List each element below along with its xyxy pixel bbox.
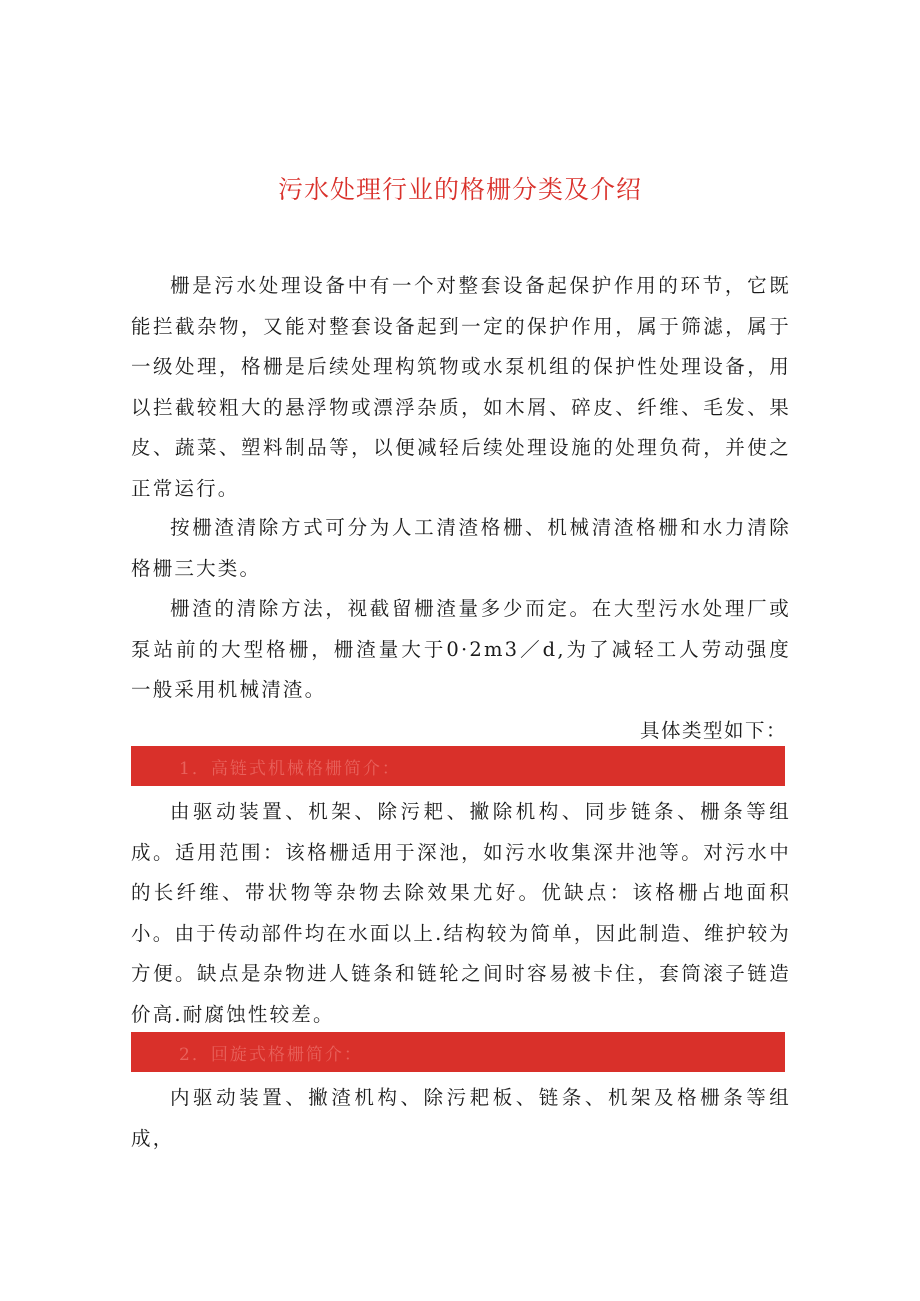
section-heading-bar-1 — [131, 746, 785, 786]
section-heading-1: 1．高链式机械格栅简介： — [179, 758, 401, 779]
intro-paragraph: 栅是污水处理设备中有一个对整套设备起保护作用的环节，它既能拦截杂物，又能对整套设备起到一定的保护作用，属于筛滤，属于一级处理，格栅是后续处理构筑物或水泵机组的保护性处理设备，用以拦截较粗大的悬浮物或漂浮杂质，如木屑、碎皮、纤维、毛发、果皮、蔬菜、塑料制品等，以便减轻后续处理设施的处理负荷，并使之正常运行。 — [131, 274, 791, 500]
section-body-2: 内驱动装置、撇渣机构、除污耙板、链条、机架及格栅条等组成， — [131, 1086, 791, 1150]
section-heading-2: 2．回旋式格栅简介： — [179, 1044, 363, 1065]
section-body-1: 由驱动装置、机架、除污耙、撇除机构、同步链条、栅条等组成。适用范围：该格栅适用于深池，如污水收集深井池等。对污水中的长纤维、带状物等杂物去除效果尤好。优缺点：该格栅占地面积小。由于传动部件均在水面以上.结构较为简单，因此制造、维护较为方便。缺点是杂物进人链条和链轮之间时容易被卡住，套筒滚子链造价高.耐腐蚀性较差。 — [131, 800, 791, 1026]
classification-paragraph: 按栅渣清除方式可分为人工清渣格栅、机械清渣格栅和水力清除格栅三大类。 — [131, 516, 791, 580]
cleaning-method-paragraph: 栅渣的清除方法，视截留栅渣量多少而定。在大型污水处理厂或泵站前的大型格栅，栅渣量大于0·2m3／d,为了减轻工人劳动强度一般采用机械清渣。 — [131, 597, 791, 701]
page-title: 污水处理行业的格栅分类及介绍 — [277, 175, 642, 204]
section-heading-bar-2 — [131, 1032, 785, 1072]
types-intro: 具体类型如下： — [639, 719, 787, 742]
